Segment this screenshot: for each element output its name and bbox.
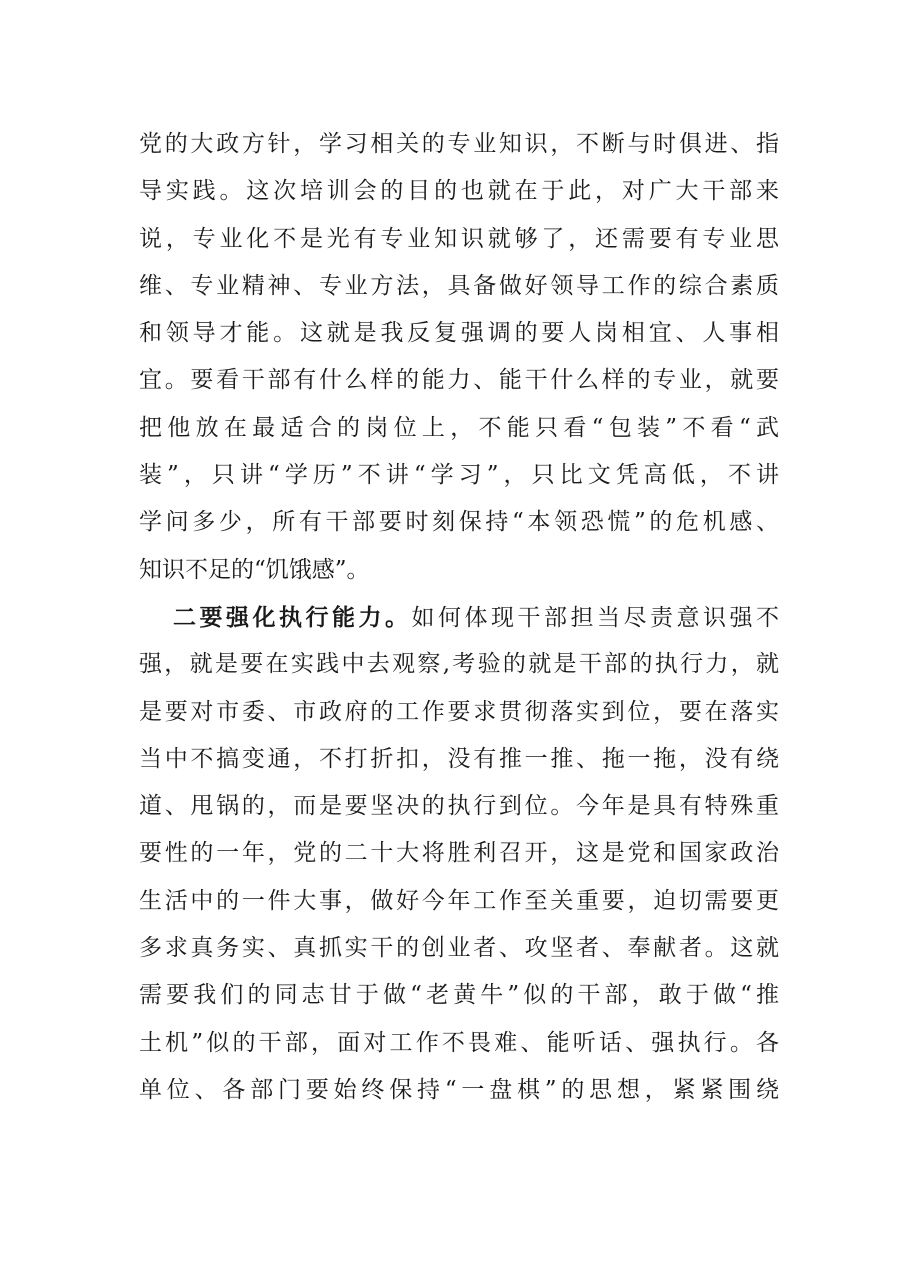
paragraph-line: 把他放在最适合的岗位上，不能只看“包装”不看“武 [139, 414, 779, 441]
paragraph-line: 强，就是要在实践中去观察,考验的就是干部的执行力，就 [139, 651, 779, 678]
paragraph-1 [139, 121, 779, 594]
paragraph-2 [139, 594, 779, 1114]
paragraph-line: 宜。要看干部有什么样的能力、能干什么样的专业，就要 [139, 367, 779, 394]
paragraph-line: 说，专业化不是光有专业知识就够了，还需要有专业思 [139, 225, 779, 252]
paragraph-line: 学问多少，所有干部要时刻保持“本领恐慌”的危机感、 [139, 509, 779, 536]
paragraph-line: 道、甩锅的，而是要坚决的执行到位。今年是具有特殊重 [139, 793, 779, 820]
paragraph-line: 和领导才能。这就是我反复强调的要人岗相宜、人事相 [139, 320, 779, 347]
paragraph-line: 当中不搞变通，不打折扣，没有推一推、拖一拖，没有绕 [139, 745, 779, 772]
paragraph-line: 是要对市委、市政府的工作要求贯彻落实到位，要在落实 [139, 698, 779, 725]
section-heading: 二要强化执行能力。 [173, 603, 412, 631]
paragraph-line: 知识不足的“饥饿感”。 [139, 556, 370, 583]
paragraph-line: 需要我们的同志甘于做“老黄牛”似的干部，敢于做“推 [139, 982, 779, 1009]
paragraph-line-rest: 如何体现干部担当尽责意识强不 [411, 604, 779, 631]
paragraph-line: 导实践。这次培训会的目的也就在于此，对广大干部来 [139, 178, 779, 205]
document-body [139, 121, 779, 1114]
paragraph-line: 维、专业精神、专业方法，具备做好领导工作的综合素质 [139, 272, 779, 299]
paragraph-line: 要性的一年，党的二十大将胜利召开，这是党和国家政治 [139, 840, 779, 867]
paragraph-line: 多求真务实、真抓实干的创业者、攻坚者、奉献者。这就 [139, 935, 779, 962]
paragraph-line: 土机”似的干部，面对工作不畏难、能听话、强执行。各 [139, 1029, 779, 1056]
paragraph-line: 单位、各部门要始终保持“一盘棋”的思想，紧紧围绕 [139, 1076, 779, 1103]
paragraph-line: 党的大政方针，学习相关的专业知识，不断与时俱进、指 [139, 131, 779, 157]
paragraph-line: 装”，只讲“学历”不讲“学习”，只比文凭高低，不讲 [139, 462, 779, 489]
paragraph-first-line [139, 594, 779, 641]
paragraph-line: 生活中的一件大事，做好今年工作至关重要，迫切需要更 [139, 887, 779, 914]
